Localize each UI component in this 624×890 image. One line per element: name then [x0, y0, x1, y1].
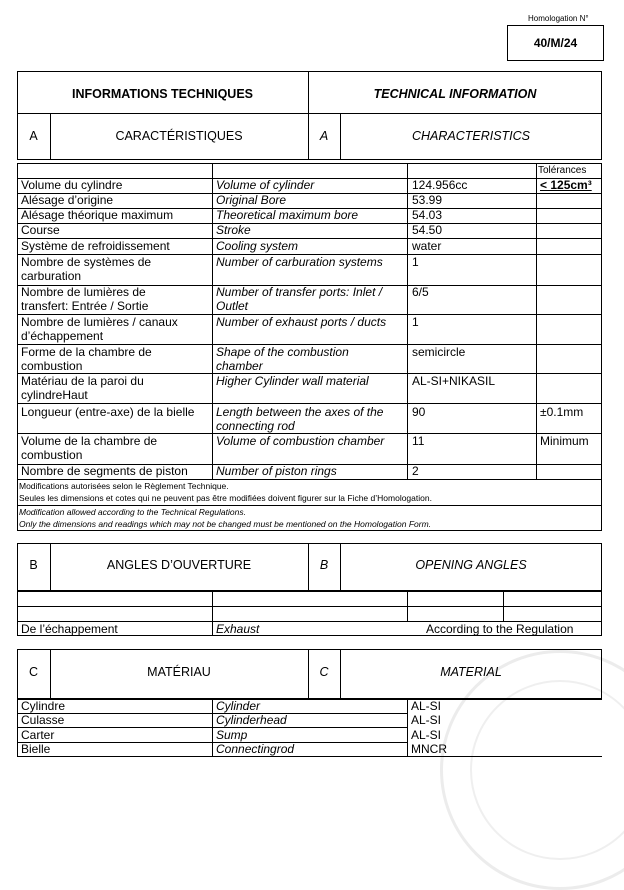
row-max-bore-value: 54.03 — [412, 208, 443, 222]
row-volume-value: 124.956cc — [412, 178, 468, 192]
row-piston-rings-en: Number of piston rings — [216, 464, 337, 478]
row-bore-value: 53.99 — [412, 193, 443, 207]
row-rod-length-tolerance: ±0.1mm — [540, 405, 584, 419]
row-chamber-shape-fr-1: Forme de la chambre de — [21, 345, 152, 359]
row-stroke-en: Stroke — [216, 223, 251, 237]
row-piston-rings-value: 2 — [412, 464, 419, 478]
section-a-title-en: CHARACTERISTICS — [411, 129, 531, 143]
row-wall-material-fr-2: cylindreHaut — [21, 388, 88, 402]
row-stroke-fr: Course — [21, 223, 60, 237]
row-wall-material-fr-1: Matériau de la paroi du — [21, 374, 144, 388]
row-wall-material-value: AL-SI+NIKASIL — [412, 374, 496, 388]
row-max-bore-en: Theoretical maximum bore — [216, 208, 359, 222]
section-a-title-fr: CARACTÉRISTIQUES — [115, 129, 243, 143]
row-exhaust-fr-1: Nombre de lumières / canaux — [21, 315, 178, 329]
header-block — [17, 71, 602, 160]
row-transfer-en-1: Number of transfer ports: Inlet / — [216, 285, 383, 299]
row-rod-length-en-2: connecting rod — [216, 419, 295, 433]
row-transfer-fr-1: Nombre de lumières de — [21, 285, 146, 299]
row-chamber-volume-fr-1: Volume de la chambre de — [21, 434, 158, 448]
material-cylinder-value: AL-SI — [411, 699, 442, 713]
row-transfer-fr-2: transfert: Entrée / Sortie — [21, 299, 149, 313]
exhaust-angle-en: Exhaust — [216, 622, 260, 636]
material-rod-en: Connectingrod — [216, 742, 295, 756]
row-exhaust-en: Number of exhaust ports / ducts — [216, 315, 387, 329]
row-carburation-fr-2: carburation — [21, 269, 82, 283]
row-chamber-shape-en-1: Shape of the combustion — [216, 345, 349, 359]
row-rod-length-fr: Longueur (entre-axe) de la bielle — [21, 405, 195, 419]
material-table — [17, 699, 602, 757]
row-chamber-shape-en-2: chamber — [216, 359, 263, 373]
section-b-title-fr: ANGLES D’OUVERTURE — [106, 558, 252, 572]
material-head-value: AL-SI — [411, 713, 442, 727]
material-sump-fr: Carter — [21, 728, 55, 742]
tolerance-header: Tolérances — [538, 165, 587, 176]
note-en-1: Modification allowed according to the Technical Regulations. — [19, 507, 246, 517]
row-carburation-fr-1: Nombre de systèmes de — [21, 255, 152, 269]
material-sump-en: Sump — [216, 728, 248, 742]
section-c-title-en: MATERIAL — [440, 665, 502, 679]
homologation-number: 40/M/24 — [533, 36, 578, 50]
material-head-en: Cylinderhead — [216, 713, 287, 727]
row-carburation-en: Number of carburation systems — [216, 255, 383, 269]
row-chamber-volume-value: 11 — [412, 434, 425, 448]
section-c-letter-fr: C — [28, 665, 39, 679]
row-chamber-volume-fr-2: combustion — [21, 448, 83, 462]
row-wall-material-en: Higher Cylinder wall material — [216, 374, 369, 388]
row-max-bore-fr: Alésage théorique maximum — [21, 208, 174, 222]
material-sump-value: AL-SI — [411, 728, 442, 742]
row-cooling-en: Cooling system — [216, 239, 299, 253]
row-transfer-value: 6/5 — [412, 285, 429, 299]
row-transfer-en-2: Outlet — [216, 299, 249, 313]
header-fr: INFORMATIONS TECHNIQUES — [71, 87, 254, 101]
row-chamber-volume-tolerance: Minimum — [540, 434, 589, 448]
homologation-label: Homologation N° — [528, 14, 589, 23]
row-volume-tolerance: < 125cm³ — [540, 178, 592, 192]
exhaust-angle-value: According to the Regulation — [426, 622, 574, 636]
row-cooling-value: water — [412, 239, 442, 253]
section-c-letter-en: C — [319, 665, 329, 679]
exhaust-angle-fr: De l’échappement — [21, 622, 118, 636]
row-bore-en: Original Bore — [216, 193, 287, 207]
header-en: TECHNICAL INFORMATION — [373, 87, 537, 101]
row-exhaust-fr-2: d’échappement — [21, 329, 104, 343]
row-rod-length-value: 90 — [412, 405, 426, 419]
row-volume-fr: Volume du cylindre — [21, 178, 123, 192]
material-rod-fr: Bielle — [21, 742, 51, 756]
row-stroke-value: 54.50 — [412, 223, 443, 237]
note-fr-1: Modifications autorisées selon le Règlement Technique. — [19, 481, 229, 491]
section-a-letter-en: A — [319, 129, 329, 143]
row-exhaust-value: 1 — [412, 315, 419, 329]
row-bore-fr: Alésage d’origine — [21, 193, 114, 207]
row-rod-length-en-1: Length between the axes of the — [216, 405, 384, 419]
row-carburation-value: 1 — [412, 255, 419, 269]
section-b-letter-en: B — [319, 558, 329, 572]
section-c-title-fr: MATÉRIAU — [147, 665, 211, 679]
row-chamber-shape-fr-2: combustion — [21, 359, 83, 373]
material-cylinder-en: Cylinder — [216, 699, 261, 713]
note-fr-2: Seules les dimensions et cotes qui ne peuvent pas être modifiées doivent figurer sur la Fiche d’Homologation. — [19, 493, 432, 503]
note-en-2: Only the dimensions and readings which may not be changed must be mentioned on the Homologation Form. — [19, 519, 432, 529]
material-head-fr: Culasse — [21, 713, 65, 727]
row-cooling-fr: Système de refroidissement — [21, 239, 170, 253]
row-piston-rings-fr: Nombre de segments de piston — [21, 464, 188, 478]
section-a-letter-fr: A — [29, 129, 38, 143]
material-rod-value: MNCR — [411, 742, 447, 756]
homologation-number-box — [507, 25, 604, 61]
row-chamber-shape-value: semicircle — [412, 345, 466, 359]
row-chamber-volume-en: Volume of combustion chamber — [216, 434, 385, 448]
material-cylinder-fr: Cylindre — [21, 699, 66, 713]
section-b-title-en: OPENING ANGLES — [415, 558, 527, 572]
section-b-letter-fr: B — [29, 558, 38, 572]
row-volume-en: Volume of cylinder — [216, 178, 315, 192]
